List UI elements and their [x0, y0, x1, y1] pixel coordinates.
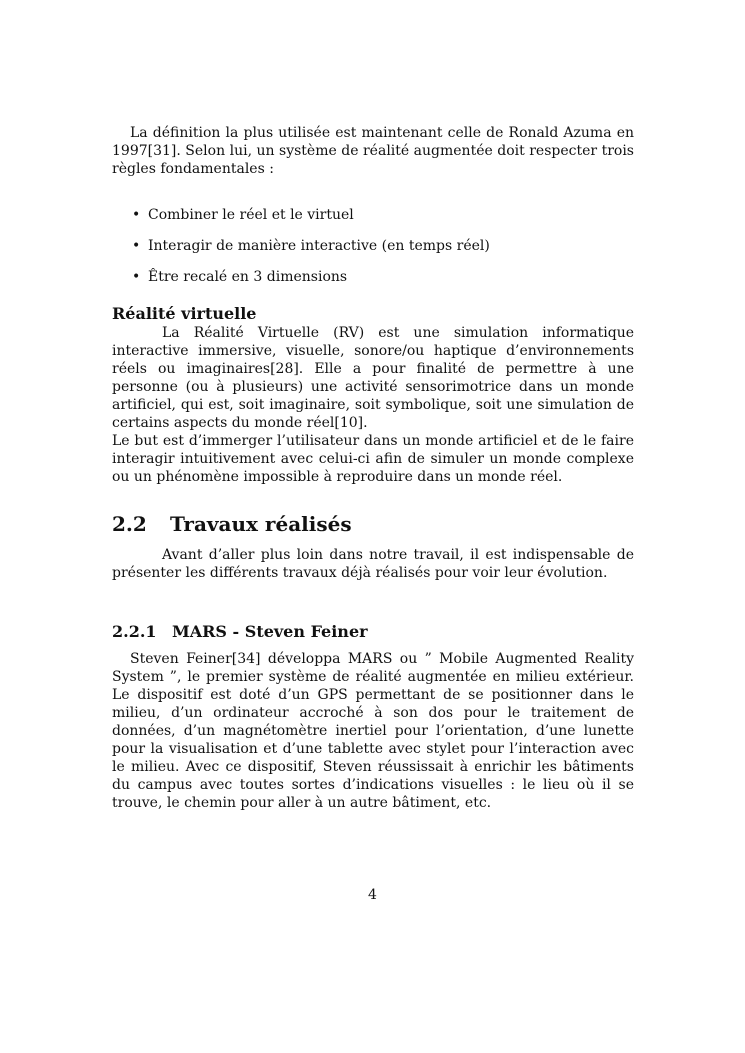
subsection-title: MARS - Steven Feiner: [172, 622, 368, 641]
list-item: [112, 268, 634, 286]
section-number: 2.2: [112, 512, 147, 536]
list-item: [112, 237, 634, 255]
rules-list: [112, 206, 634, 286]
subsection-number: 2.2.1: [112, 622, 157, 641]
section-title: Travaux réalisés: [170, 512, 352, 536]
page-number: 4: [368, 887, 377, 903]
bullet-icon: •: [132, 238, 141, 254]
list-item-text: Être recalé en 3 dimensions: [148, 269, 348, 285]
list-item: [112, 206, 634, 224]
bullet-icon: •: [132, 207, 141, 223]
list-item-text: Interagir de manière interactive (en temps réel): [148, 238, 490, 254]
list-item-text: Combiner le réel et le virtuel: [148, 207, 354, 223]
mars-paragraph: Steven Feiner[34] développa MARS ou ” Mobile Augmented Reality System ”, le premier système de réalité augmentée en milieu extérieur. Le dispositif est doté d’un GPS permettant de se positionner dans le milieu, d’un ordinateur accroché à son dos pour le traitement de données, d’un magnétomètre inertiel pour l’orientation, d’une lunette pour la visualisation et d’une tablette avec stylet pour l’interaction avec le milieu. Avec ce dispositif, Steven réussissait à enrichir les bâtiments du campus avec toutes sortes d’indications visuelles : le lieu où il se trouve, le chemin pour aller à un autre bâtiment, etc.: [112, 651, 634, 811]
intro-paragraph: La définition la plus utilisée est maintenant celle de Ronald Azuma en 1997[31]. Selon lui, un système de réalité augmentée doit respecter trois règles fondamentales :: [112, 125, 634, 177]
vr-paragraph-1: La Réalité Virtuelle (RV) est une simulation informatique interactive immersive, visuelle, sonore/ou haptique d’environnements réels ou imaginaires[28]. Elle a pour finalité de permettre à une personne (ou à plusieurs) une activité sensorimotrice dans un monde artificiel, qui est, soit imaginaire, soit symbolique, soit une simulation de certains aspects du monde réel[10].: [112, 325, 634, 431]
section-2-2-paragraph: Avant d’aller plus loin dans notre travail, il est indispensable de présenter les différents travaux déjà réalisés pour voir leur évolution.: [112, 547, 634, 581]
bullet-icon: •: [132, 269, 141, 285]
section-heading-2-2: [112, 512, 634, 536]
page-content: [112, 124, 634, 812]
vr-paragraph-2: Le but est d’immerger l’utilisateur dans un monde artificiel et de le faire interagir intuitivement avec celui-ci afin de simuler un monde complexe ou un phénomène impossible à reproduire dans un monde réel.: [112, 433, 634, 485]
vr-heading: Réalité virtuelle: [112, 304, 257, 323]
subsection-heading-2-2-1: [112, 622, 634, 642]
